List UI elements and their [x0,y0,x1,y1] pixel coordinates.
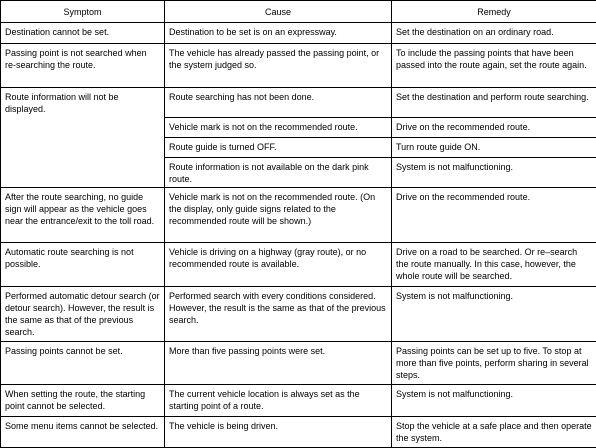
cause-cell [165,88,392,118]
symptom-cell [1,385,165,417]
symptom-text: Route information will not be displayed. [5,91,160,115]
remedy-text: System is not malfunctioning. [396,161,592,173]
remedy-cell [392,342,596,385]
remedy-text: Stop the vehicle at a safe place and then operate the system. [396,420,592,444]
remedy-cell [392,88,596,118]
table-row [1,385,596,417]
symptom-cell [1,287,165,342]
symptom-text: Passing points cannot be set. [5,345,160,357]
symptom-text: Performed automatic detour search (or detour search). However, the result is the same as that of the previous search. [5,290,160,338]
symptom-column-header: Symptom [1,1,165,23]
header-row [1,1,596,23]
cause-cell [165,287,392,342]
cause-cell [165,158,392,188]
symptom-cell [1,188,165,243]
cause-text: Vehicle mark is not on the recommended route. [169,121,387,133]
table-row [1,342,596,385]
remedy-cell [392,287,596,342]
remedy-column-header: Remedy [392,1,596,23]
cause-text: Destination to be set is on an expressway. [169,26,387,38]
symptom-text: Destination cannot be set. [5,26,160,38]
remedy-cell [392,385,596,417]
remedy-cell [392,188,596,243]
remedy-text: Drive on a road to be searched. Or re–search the route manually. In this case, however, the whole route will be searched. [396,246,592,282]
symptom-text: Some menu items cannot be selected. [5,420,160,432]
symptom-text: Automatic route searching is not possible. [5,246,160,270]
remedy-cell [392,243,596,287]
remedy-text: To include the passing points that have been passed into the route again, set the route again. [396,47,592,71]
cause-text: The current vehicle location is always set as the starting point of a route. [169,388,387,412]
cause-text: Vehicle mark is not on the recommended route. (On the display, only guide signs related to the recommended route will be shown.) [169,191,387,227]
remedy-text: Passing points can be set up to five. To stop at more than five points, perform sharing in several steps. [396,345,592,381]
cause-cell [165,342,392,385]
remedy-text: Drive on the recommended route. [396,121,592,133]
table-row [1,188,596,243]
symptom-cell [1,158,165,188]
symptom-text: Passing point is not searched when re-searching the route. [5,47,160,71]
cause-cell [165,118,392,138]
remedy-cell [392,158,596,188]
symptom-cell [1,118,165,138]
remedy-text: System is not malfunctioning. [396,290,592,302]
table-row [1,23,596,44]
cause-text: Route guide is turned OFF. [169,141,387,153]
cause-text: The vehicle is being driven. [169,420,387,432]
table-row [1,158,596,188]
symptom-cell [1,342,165,385]
table-row [1,118,596,138]
table-row [1,243,596,287]
symptom-text: When setting the route, the starting point cannot be selected. [5,388,160,412]
cause-text: Route searching has not been done. [169,91,387,103]
table-row [1,138,596,158]
remedy-cell [392,118,596,138]
cause-cell [165,188,392,243]
cause-cell [165,23,392,44]
cause-cell [165,138,392,158]
table-row [1,88,596,118]
remedy-cell [392,138,596,158]
symptom-cell [1,23,165,44]
symptom-text: After the route searching, no guide sign will appear as the vehicle goes near the entrance/exit to the toll road. [5,191,160,227]
remedy-text: Turn route guide ON. [396,141,592,153]
symptom-cell [1,417,165,448]
cause-cell [165,417,392,448]
table-row [1,44,596,88]
cause-text: Vehicle is driving on a highway (gray route), or no recommended route is available. [169,246,387,270]
cause-text: The vehicle has already passed the passing point, or the system judged so. [169,47,387,71]
symptom-cell [1,243,165,287]
table-row [1,287,596,342]
cause-cell [165,243,392,287]
cause-cell [165,44,392,88]
cause-text: More than five passing points were set. [169,345,387,357]
cause-text: Performed search with every conditions considered. However, the result is the same as that of the previous search. [169,290,387,326]
symptom-cell [1,44,165,88]
cause-cell [165,385,392,417]
remedy-text: System is not malfunctioning. [396,388,592,400]
table-row [1,417,596,448]
cause-column-header: Cause [165,1,392,23]
remedy-text: Set the destination on an ordinary road. [396,26,592,38]
remedy-cell [392,44,596,88]
remedy-cell [392,417,596,448]
symptom-cell [1,138,165,158]
cause-text: Route information is not available on the dark pink route. [169,161,387,185]
remedy-text: Set the destination and perform route searching. [396,91,592,103]
remedy-cell [392,23,596,44]
remedy-text: Drive on the recommended route. [396,191,592,203]
symptom-cell [1,88,165,118]
